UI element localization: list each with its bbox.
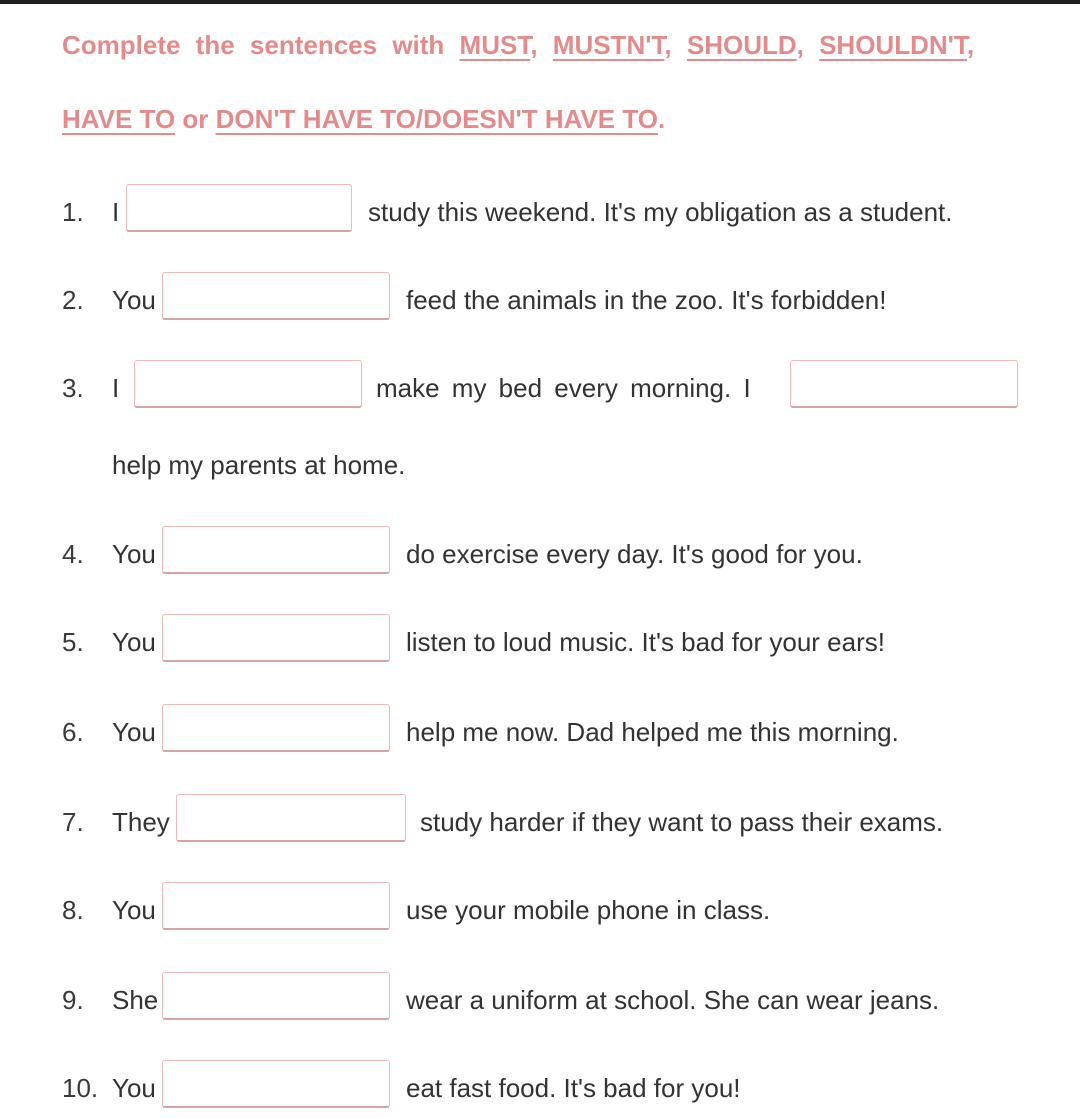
exercise-item-6 xyxy=(0,702,1080,762)
keyword-must: MUST xyxy=(459,30,531,60)
item-subject: You xyxy=(112,717,156,747)
answer-box-6[interactable] xyxy=(162,704,390,752)
item-number: 3. xyxy=(62,373,84,403)
exercise-item-2 xyxy=(0,270,1080,330)
instruction-line-2 xyxy=(62,104,665,135)
item-sentence: feed the animals in the zoo. It's forbidden! xyxy=(406,285,887,315)
item-number: 5. xyxy=(62,627,84,657)
item-sentence: do exercise every day. It's good for you. xyxy=(406,539,863,569)
item-sentence: use your mobile phone in class. xyxy=(406,895,771,925)
exercise-item-10 xyxy=(0,1058,1080,1118)
exercise-item-9 xyxy=(0,970,1080,1030)
keyword-shouldnt: SHOULDN'T xyxy=(819,30,967,60)
answer-box-3a[interactable] xyxy=(134,360,362,408)
answer-box-7[interactable] xyxy=(176,794,406,842)
item-subject: I xyxy=(112,373,120,403)
exercise-item-1 xyxy=(0,182,1080,242)
item-subject: You xyxy=(112,627,156,657)
exercise-item-8 xyxy=(0,880,1080,940)
answer-box-8[interactable] xyxy=(162,882,390,930)
keyword-have-to: HAVE TO xyxy=(62,104,176,134)
exercise-item-3 xyxy=(0,358,1080,418)
keyword-should: SHOULD xyxy=(686,30,797,60)
item-sentence: help me now. Dad helped me this morning. xyxy=(406,717,899,747)
item-subject: You xyxy=(112,539,156,569)
instruction-connector: or xyxy=(182,104,209,134)
instruction-lead: Complete the sentences with xyxy=(62,30,445,60)
item-number: 1. xyxy=(62,197,84,227)
instruction-line-1: Complete the sentences with MUST, MUSTN'T, SHOULD, SHOULDN'T, xyxy=(62,30,975,60)
item-subject: You xyxy=(112,895,156,925)
item-number: 9. xyxy=(62,985,84,1015)
exercise-item-4 xyxy=(0,524,1080,584)
item-subject: She xyxy=(112,985,159,1015)
answer-box-5[interactable] xyxy=(162,614,390,662)
item-sentence: study harder if they want to pass their exams. xyxy=(420,807,944,837)
answer-box-1[interactable] xyxy=(126,184,352,232)
item-subject: I xyxy=(112,197,120,227)
item-sentence: make my bed every morning. I xyxy=(376,373,751,403)
item-subject: You xyxy=(112,1073,156,1103)
item-sentence: wear a uniform at school. She can wear jeans. xyxy=(406,985,940,1015)
keyword-mustnt: MUSTN'T xyxy=(552,30,665,60)
answer-box-9[interactable] xyxy=(162,972,390,1020)
answer-box-10[interactable] xyxy=(162,1060,390,1108)
exercise-item-5 xyxy=(0,612,1080,672)
item-number: 2. xyxy=(62,285,84,315)
item-subject: They xyxy=(112,807,170,837)
instruction-end: . xyxy=(658,104,666,134)
item-3-continuation: help my parents at home. xyxy=(112,450,406,480)
item-sentence: listen to loud music. It's bad for your ears! xyxy=(406,627,885,657)
answer-box-4[interactable] xyxy=(162,526,390,574)
answer-box-2[interactable] xyxy=(162,272,390,320)
item-number: 6. xyxy=(62,717,84,747)
item-number: 10. xyxy=(62,1073,99,1103)
answer-box-3b[interactable] xyxy=(790,360,1018,408)
exercise-item-7 xyxy=(0,792,1080,852)
item-sentence: study this weekend. It's my obligation as a student. xyxy=(368,197,953,227)
item-subject: You xyxy=(112,285,156,315)
item-sentence: eat fast food. It's bad for you! xyxy=(406,1073,741,1103)
item-number: 8. xyxy=(62,895,84,925)
item-number: 4. xyxy=(62,539,84,569)
keyword-dont-have-to: DON'T HAVE TO/DOESN'T HAVE TO xyxy=(215,104,659,134)
item-number: 7. xyxy=(62,807,84,837)
top-rule xyxy=(0,0,1080,4)
